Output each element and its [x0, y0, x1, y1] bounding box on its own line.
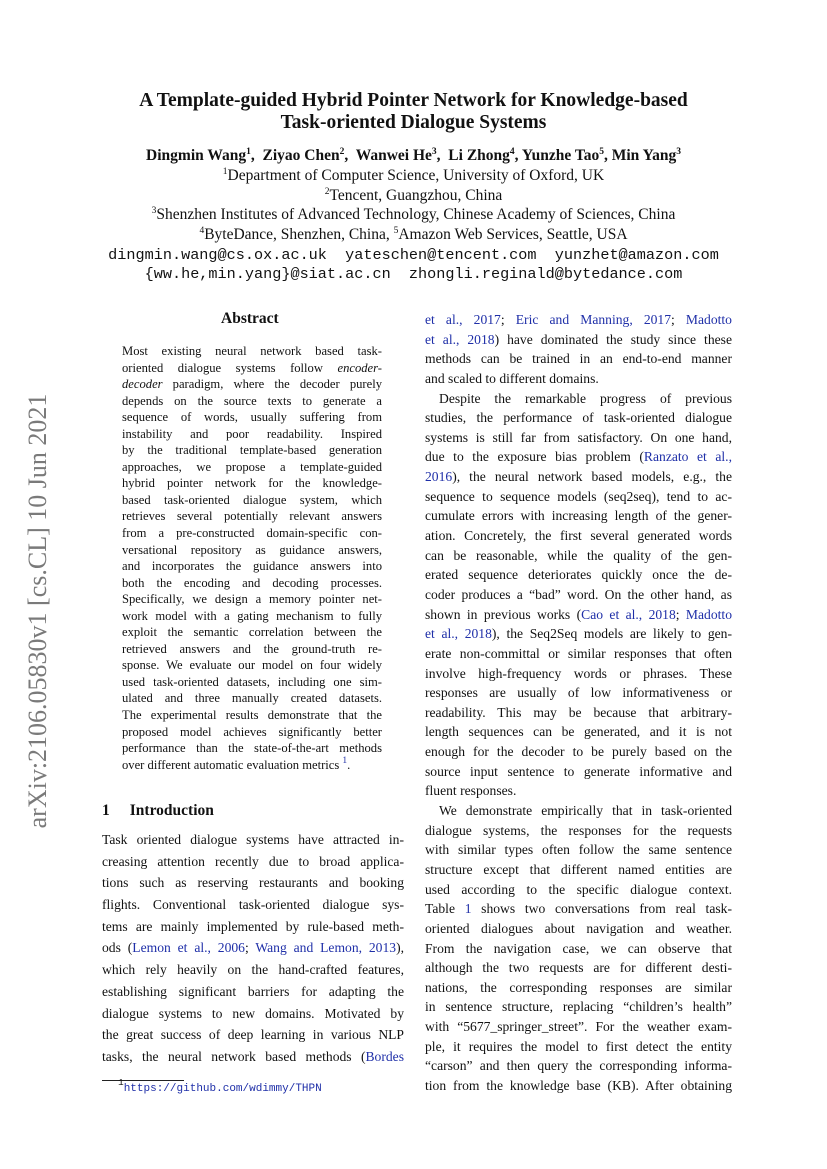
- text-line: [425, 1056, 732, 1076]
- text-line: [122, 393, 382, 410]
- author-separator: ,: [604, 147, 612, 164]
- text-line: [425, 526, 732, 546]
- text-line: [425, 349, 732, 369]
- text: with similar types often follow the same sentence: [425, 842, 732, 858]
- text: although the two requests are for different desti-: [425, 960, 732, 976]
- text-line: [425, 958, 732, 978]
- text-line: [425, 487, 732, 507]
- citation-link[interactable]: Bordes: [365, 1048, 404, 1064]
- text-line: [425, 467, 732, 487]
- author-separator: ,: [514, 147, 522, 164]
- text: We demonstrate empirically that in task-oriented: [439, 803, 732, 819]
- text: exploit the semantic correlation between the: [122, 625, 382, 640]
- text: Most existing neural network based task-: [122, 344, 382, 358]
- text-line: [122, 343, 382, 360]
- text-line: [425, 1037, 732, 1057]
- emails-line-1: dingmin.wang@cs.ox.ac.uk yateschen@tencent.com yunzhet@amazon.com: [108, 246, 719, 264]
- text: ulated and three manually created datasets.: [122, 691, 382, 706]
- author-separator: ,: [344, 147, 356, 164]
- text: tions such as reserving restaurants and booking: [102, 875, 404, 891]
- text: ;: [675, 606, 686, 622]
- text-line: [425, 330, 732, 350]
- citation-link[interactable]: 1: [464, 901, 472, 917]
- text-line: [425, 546, 732, 566]
- text: paradigm, where the decoder purely: [162, 377, 382, 392]
- text-line: [122, 360, 382, 377]
- text-line: [122, 624, 382, 641]
- text-line: [425, 762, 732, 782]
- abstract-heading: Abstract: [221, 310, 279, 327]
- text: retrieved answers and the ground-truth re-: [122, 641, 382, 656]
- text-line: [102, 894, 404, 916]
- citation-link[interactable]: Madotto: [685, 606, 732, 622]
- citation-link[interactable]: 2016: [425, 469, 453, 485]
- text: approaches, we propose a template-guided: [122, 459, 382, 474]
- text: cumulate errors with increasing length of the gener-: [425, 508, 732, 524]
- text: by the traditional template-based generation: [122, 443, 382, 458]
- citation-link[interactable]: Ranzato et al.,: [643, 449, 732, 465]
- text-line: [425, 860, 732, 880]
- text-line: [122, 575, 382, 592]
- text-line: [122, 707, 382, 724]
- text: readability. This may be because that arbitrary-: [425, 704, 732, 720]
- affiliation-4: [0, 225, 827, 244]
- text: Specifically, we design a memory pointer net-: [122, 592, 382, 607]
- text: ple, it requires the model to first detect the entity: [425, 1038, 732, 1054]
- footnote-link[interactable]: https://github.com/wdimmy/THPN: [123, 1083, 322, 1095]
- text: nations, the corresponding responses are similar: [425, 979, 732, 995]
- text: based task-oriented dialogue system, which: [122, 492, 382, 507]
- text-line: [122, 757, 382, 774]
- intro-heading: [102, 802, 214, 820]
- text: proposed model achieves significantly better: [122, 724, 382, 739]
- right-column-body: [425, 310, 732, 1096]
- author-separator: ,: [436, 147, 449, 164]
- author-name: Wanwei He: [355, 147, 432, 164]
- text-line: [425, 880, 732, 900]
- footnote-ref-link[interactable]: 1: [342, 755, 348, 766]
- text: ation. Concretely, the first several generated words: [425, 528, 732, 544]
- text: retrieves several potentially relevant answers: [122, 509, 382, 524]
- text: with “5677_springer_street”. For the weather exam-: [425, 1019, 732, 1035]
- text: From the navigation case, we can observe that: [425, 940, 732, 956]
- affiliation-2: [0, 186, 827, 205]
- text-line: [102, 1046, 404, 1068]
- text-line: [102, 981, 404, 1003]
- text-line: [425, 997, 732, 1017]
- text: ;: [244, 940, 256, 956]
- text-line: [425, 565, 732, 585]
- text-line: [122, 508, 382, 525]
- text: source input sentence to generate informative and: [425, 763, 732, 779]
- text-line: [122, 442, 382, 459]
- footnote: [118, 1077, 322, 1096]
- paper-title-line-1: A Template-guided Hybrid Pointer Network for Knowledge-based: [139, 90, 688, 111]
- affiliation-text: Department of Computer Science, University of Oxford, UK: [227, 167, 605, 184]
- affiliation-mark: 4: [199, 226, 205, 236]
- text: shown in previous works (: [425, 606, 582, 622]
- text-line: [122, 409, 382, 426]
- affiliation-text: Shenzhen Institutes of Advanced Technology, Chinese Academy of Sciences, China: [156, 206, 676, 223]
- text-line: [425, 899, 732, 919]
- arxiv-identifier: arXiv:2106.05830v1 [cs.CL] 10 Jun 2021: [23, 393, 52, 829]
- text-line: [102, 829, 404, 851]
- text: ) have dominated the study since these: [494, 331, 732, 347]
- text: creasing attention recently due to broad applica-: [102, 853, 404, 869]
- author-name: Ziyao Chen: [262, 147, 340, 164]
- text-line: [122, 459, 382, 476]
- text-line: [425, 1076, 732, 1096]
- affiliation-mark: 1: [222, 167, 228, 177]
- text-line: [102, 872, 404, 894]
- text-line: [425, 939, 732, 959]
- text-line: [122, 591, 382, 608]
- text: dialogue systems, the responses for the requests: [425, 822, 732, 838]
- text: from a pre-constructed domain-specific con-: [122, 526, 382, 541]
- citation-link[interactable]: Lemon et al., 2006: [132, 940, 245, 956]
- author-name: Min Yang: [611, 147, 677, 164]
- text-line: [122, 376, 382, 393]
- author-name: Dingmin Wang: [146, 147, 247, 164]
- text: ods (: [102, 940, 133, 956]
- text-line: [122, 426, 382, 443]
- text: due to the exposure bias problem (: [425, 449, 644, 465]
- author-affiliation-mark: 3: [431, 147, 437, 157]
- text-line: [102, 959, 404, 981]
- author-affiliation-mark: 4: [509, 147, 515, 157]
- text: responses are usually of low informativeness or: [425, 685, 732, 701]
- affiliation-1: [0, 166, 827, 185]
- text: tion from the knowledge base (KB). After obtaining: [425, 1077, 732, 1093]
- text: enough for the decoder to be purely based on the: [425, 744, 732, 760]
- section-number: 1: [102, 802, 110, 819]
- text: sponse. We evaluate our model on four widely: [122, 658, 382, 673]
- affiliation-text: Tencent, Guangzhou, China: [329, 187, 503, 204]
- text: dialogue systems to new domains. Motivated by: [102, 1005, 404, 1021]
- emails-line-2: {ww.he,min.yang}@siat.ac.cn zhongli.reginald@bytedance.com: [144, 265, 683, 283]
- section-title: Introduction: [129, 802, 214, 819]
- text: “carson” and then query the corresponding informa-: [425, 1058, 732, 1074]
- italic-text: encoder-: [337, 360, 382, 375]
- affiliation-mark: 5: [393, 226, 399, 236]
- text: sequence of words, usually suffering from: [122, 410, 382, 425]
- text: ),: [396, 940, 404, 956]
- text-line: [122, 525, 382, 542]
- text: tasks, the neural network based methods (: [102, 1048, 366, 1064]
- text-line: [102, 1003, 404, 1025]
- text: tems are mainly implemented by rule-based meth-: [102, 918, 404, 934]
- text-line: [425, 506, 732, 526]
- text-line: [425, 369, 732, 389]
- text-line: [122, 608, 382, 625]
- citation-link[interactable]: Cao et al., 2018: [581, 606, 676, 622]
- text-line: [425, 840, 732, 860]
- text-line: [425, 585, 732, 605]
- text: instability and poor readability. Inspired: [122, 426, 382, 441]
- affiliation-text: ByteDance, Shenzhen, China,: [204, 226, 394, 243]
- text-line: [102, 937, 404, 959]
- text: performance than the state-of-the-art methods: [122, 741, 382, 756]
- citation-link[interactable]: Wang and Lemon, 2013: [255, 940, 397, 956]
- text: and scaled to different domains.: [425, 370, 599, 386]
- text-line: [425, 310, 732, 330]
- text-line: [425, 781, 732, 801]
- text: methods can be trained in an end-to-end manner: [425, 351, 732, 367]
- text-line: [122, 674, 382, 691]
- text-line: [425, 821, 732, 841]
- text: studies, the performance of task-oriented dialogue: [425, 410, 732, 426]
- text: structure except that different named entities are: [425, 861, 732, 877]
- author-name: Yunzhe Tao: [521, 147, 600, 164]
- text-line: [102, 851, 404, 873]
- text: systems is still far from satisfactory. On one hand,: [425, 429, 732, 445]
- text-line: [425, 664, 732, 684]
- text-line: [425, 624, 732, 644]
- text-line: [425, 722, 732, 742]
- text: and incorporates the guidance answers into: [122, 559, 382, 574]
- text-line: [425, 644, 732, 664]
- text-line: [425, 683, 732, 703]
- text: depends on the source texts to generate a: [122, 393, 382, 408]
- text: used task-oriented datasets, including one sim-: [122, 674, 382, 689]
- text-line: [425, 919, 732, 939]
- text-line: [122, 542, 382, 559]
- text: oriented dialogue systems follow: [122, 360, 338, 375]
- italic-text: decoder: [122, 377, 163, 392]
- text-line: [122, 724, 382, 741]
- text: oriented dialogues about navigation and weather.: [425, 920, 732, 936]
- author-affiliation-mark: 1: [246, 147, 251, 157]
- text-line: [122, 740, 382, 757]
- affiliation-3: [0, 205, 827, 224]
- text-line: [122, 475, 382, 492]
- affiliation-mark: 3: [151, 206, 157, 216]
- author-affiliation-mark: 3: [676, 147, 681, 157]
- text-line: [122, 558, 382, 575]
- affiliation-mark: 2: [324, 187, 330, 197]
- author-separator: ,: [250, 147, 263, 164]
- text-line: [425, 1017, 732, 1037]
- text: which rely heavily on the hand-crafted features,: [102, 962, 404, 978]
- text-line: [102, 916, 404, 938]
- text: flights. Conventional task-oriented dialogue sys-: [102, 897, 404, 913]
- text: hybrid pointer network for the knowledge-: [122, 476, 382, 491]
- author-list: [0, 147, 827, 165]
- text-line: [425, 801, 732, 821]
- text: can be reasonable, while the quality of the gen-: [425, 547, 732, 563]
- text-line: [122, 657, 382, 674]
- text-line: [425, 703, 732, 723]
- text-line: [102, 1024, 404, 1046]
- text: sequence to sequence models (seq2seq), tend to ac-: [425, 488, 732, 504]
- text: erate non-committal or similar responses that often: [425, 645, 732, 661]
- author-affiliation-mark: 5: [599, 147, 604, 157]
- text-line: [425, 408, 732, 428]
- text-line: [425, 447, 732, 467]
- text-line: [122, 641, 382, 658]
- text: The experimental results demonstrate that the: [122, 708, 382, 723]
- text: work model with a gating mechanism to fully: [122, 608, 382, 623]
- text: ), the neural network based models, e.g., the: [452, 469, 732, 485]
- footnote-mark: 1: [118, 1077, 124, 1088]
- text-line: [425, 742, 732, 762]
- text-line: [425, 605, 732, 625]
- citation-link[interactable]: Madotto: [685, 312, 732, 327]
- text-line: [425, 389, 732, 409]
- author-affiliation-mark: 2: [339, 147, 345, 157]
- text: ), the Seq2Seq models are likely to gen-: [491, 626, 733, 642]
- text: both the encoding and decoding processes.: [122, 575, 382, 590]
- text: the great success of deep learning in various NLP: [102, 1027, 404, 1043]
- text: Task oriented dialogue systems have attracted in-: [102, 832, 404, 847]
- text: versational repository as guidance answers,: [122, 542, 382, 557]
- citation-link[interactable]: et al., 2018: [425, 626, 492, 642]
- text-line: [425, 978, 732, 998]
- text: erated sequence deteriorates quickly once the de-: [425, 567, 732, 583]
- text: Table: [425, 901, 465, 917]
- text: .: [347, 757, 351, 772]
- text: fluent responses.: [425, 783, 517, 799]
- citation-link[interactable]: Eric and Manning, 2017: [515, 312, 672, 327]
- author-name: Li Zhong: [448, 147, 510, 164]
- text-line: [122, 492, 382, 509]
- affiliation-text: Amazon Web Services, Seattle, USA: [398, 226, 628, 243]
- intro-body: [102, 829, 404, 1068]
- text: coder produces a “bad” word. On the other hand, as: [425, 586, 732, 602]
- text: ;: [500, 312, 516, 327]
- citation-link[interactable]: et al., 2017: [425, 312, 501, 327]
- footnote-rule: [102, 1080, 184, 1081]
- text: in sentence structure, replacing “children’s health”: [425, 999, 732, 1015]
- text: used according to the specific dialogue context.: [425, 881, 732, 897]
- text: Despite the remarkable progress of previous: [439, 390, 732, 406]
- abstract-body: [122, 343, 382, 773]
- text: involve high-frequency words or phrases. These: [425, 665, 732, 681]
- paper-title-line-2: Task-oriented Dialogue Systems: [280, 112, 547, 133]
- citation-link[interactable]: et al., 2018: [425, 331, 495, 347]
- text: over different automatic evaluation metrics: [122, 757, 343, 772]
- text: length sequences can be generated, and it is not: [425, 724, 732, 740]
- text: establishing significant barriers for adapting the: [102, 983, 404, 999]
- text: ;: [671, 312, 686, 327]
- text-line: [425, 428, 732, 448]
- text-line: [122, 690, 382, 707]
- text: shows two conversations from real task-: [471, 901, 732, 917]
